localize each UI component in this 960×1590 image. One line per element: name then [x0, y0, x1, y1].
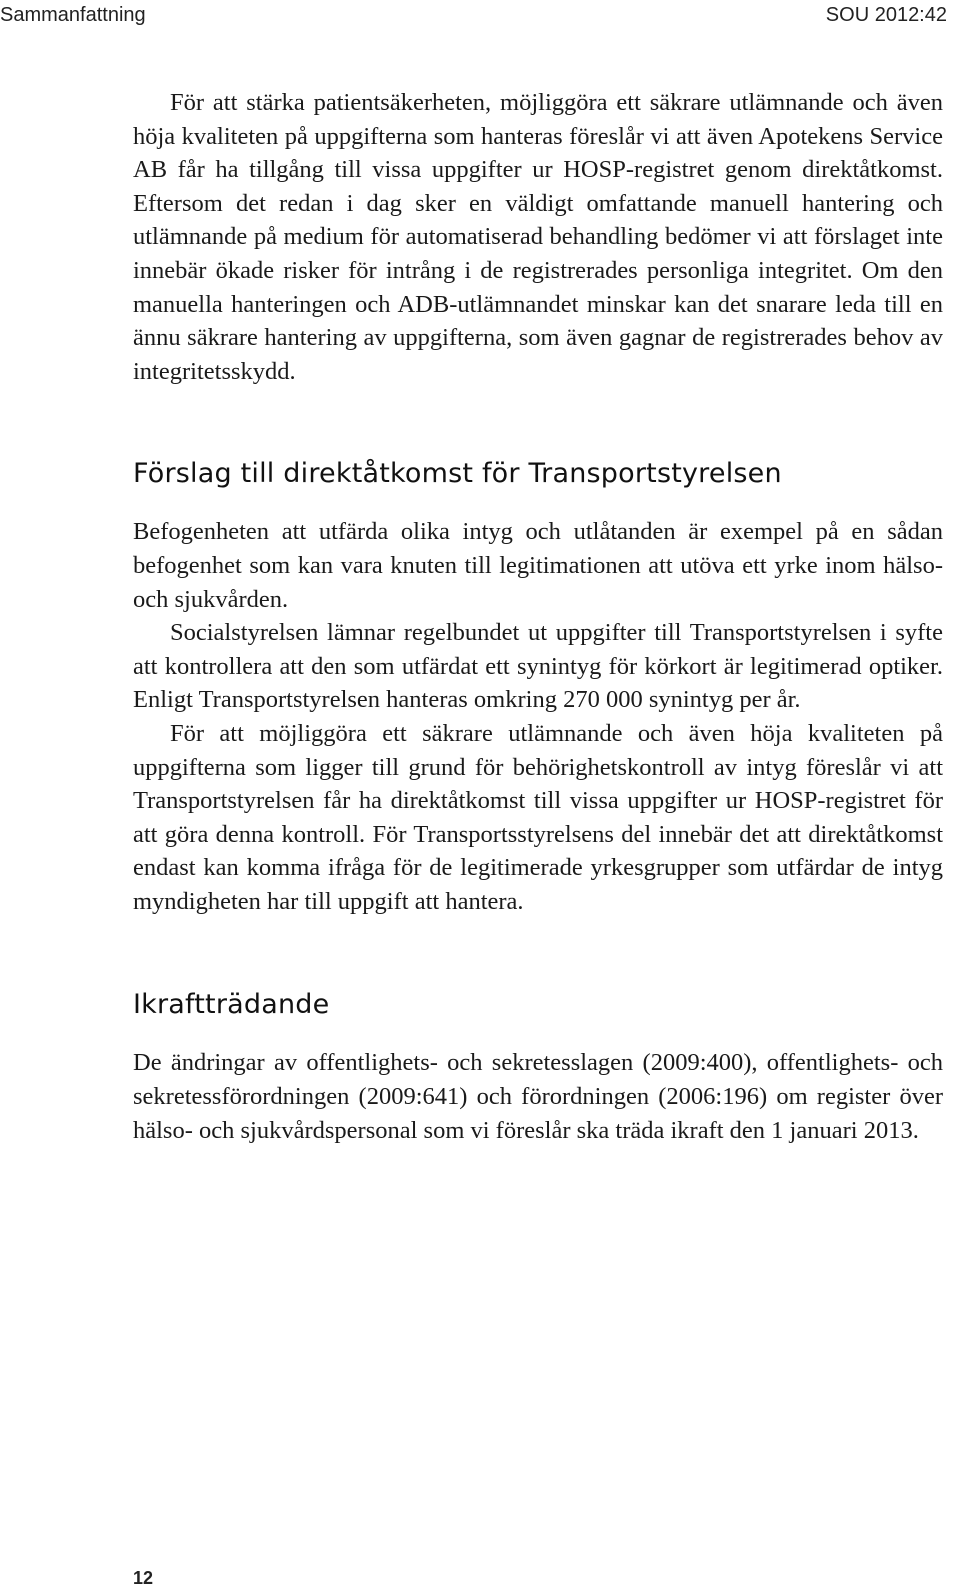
- heading-transportstyrelsen: Förslag till direktåtkomst för Transportstyrelsen: [133, 458, 782, 490]
- document-reference: SOU 2012:42: [825, 3, 947, 26]
- page-number: 12: [133, 1568, 154, 1588]
- paragraph-apotekens-service: För att stärka patientsäkerheten, möjliggöra ett säkrare utlämnande och även höja kvaliteten på uppgifterna som hanteras föreslår vi att även Apotekens Service AB får ha tillgång till vissa uppgifter ur HOSP-registret genom direktåtkomst. Eftersom det redan i dag sker en väldigt omfattande manuell hantering och utlämnande på medium för automatiserad behandling bedömer vi att förslaget inte innebär ökade risker för intrång i de registrerades personliga integritet. Om den manuella hanteringen och ADB-utlämnandet minskar kan det snarare leda till en ännu säkrare hantering av uppgifterna, som även gagnar de registrerades behov av integritetsskydd.: [133, 89, 943, 385]
- section-title: Sammanfattning: [0, 3, 146, 26]
- heading-ikrafttradande: Ikraftträdande: [133, 989, 330, 1021]
- paragraph-befogenheten: Befogenheten att utfärda olika intyg och utlåtanden är exempel på en sådan befogenhet som kan vara knuten till legitimationen att utöva ett yrke inom hälso- och sjukvården.: [133, 518, 943, 613]
- paragraph-ikrafttradande: De ändringar av offentlighets- och sekretesslagen (2009:400), offentlighets- och sekretessförordningen (2009:641) och förordningen (2006:196) om register över hälso- och sjukvårdspersonal som vi föreslår ska träda ikraft den 1 januari 2013.: [133, 1049, 943, 1144]
- paragraph-socialstyrelsen: Socialstyrelsen lämnar regelbundet ut uppgifter till Transportstyrelsen i syfte att kontrollera att den som utfärdat ett synintyg för körkort är legitimerad optiker. Enligt Transportstyrelsen hanteras omkring 270 000 synintyg per år.: [133, 619, 943, 714]
- paragraph-forslag-transportstyrelsen: För att möjliggöra ett säkrare utlämnande och även höja kvaliteten på uppgifterna som ligger till grund för behörighetskontroll av intyg föreslår vi att Transportstyrelsen får ha direktåtkomst till vissa uppgifter ur HOSP-registret för att göra denna kontroll. För Transportsstyrelsens del innebär det att direktåtkomst endast kan komma ifråga för de legitimerade yrkesgrupper som utfärdar de intyg myndigheten har till uppgift att hantera.: [133, 719, 943, 915]
- page-content: [133, 86, 943, 1147]
- running-header: [0, 0, 947, 30]
